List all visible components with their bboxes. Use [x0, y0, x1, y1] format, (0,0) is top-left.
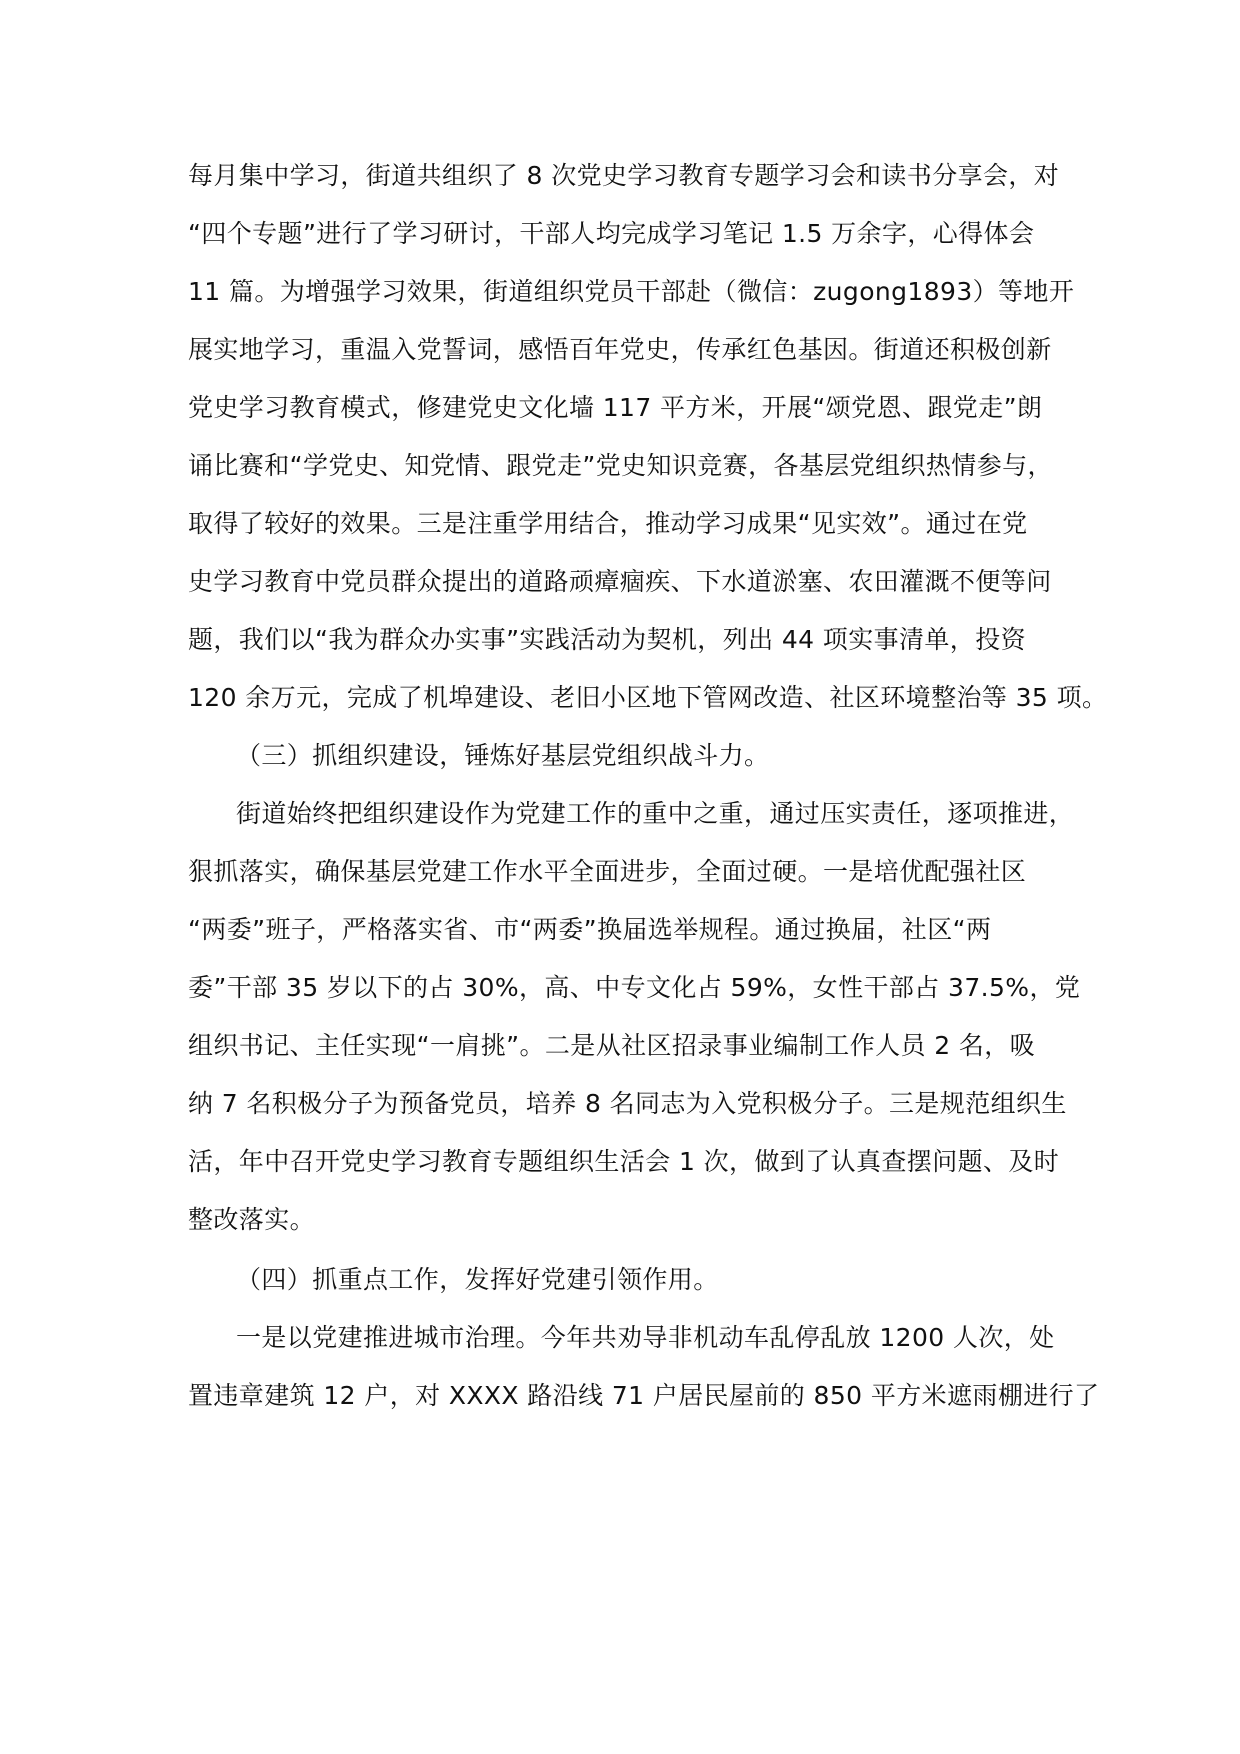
paragraph-line: 史学习教育中党员群众提出的道路顽瘴痼疾、下水道淤塞、农田灌溉不便等问 [188, 567, 1052, 596]
paragraph-line: 组织书记、主任实现“一肩挑”。二是从社区招录事业编制工作人员 2 名，吸 [188, 1031, 1036, 1060]
paragraph-line: 街道始终把组织建设作为党建工作的重中之重，通过压实责任，逐项推进， [236, 799, 1075, 828]
paragraph-line: 委”干部 35 岁以下的占 30%，高、中专文化占 59%，女性干部占 37.5%，党 [188, 973, 1081, 1002]
paragraph-line: 11 篇。为增强学习效果，街道组织党员干部赴（微信：zugong1893）等地开 [188, 277, 1075, 306]
paragraph-line: 活，年中召开党史学习教育专题组织生活会 1 次，做到了认真查摆问题、及时 [188, 1147, 1060, 1176]
paragraph-line: 120 余万元，完成了机埠建设、老旧小区地下管网改造、社区环境整治等 35 项。 [188, 683, 1108, 712]
paragraph-line: 展实地学习，重温入党誓词，感悟百年党史，传承红色基因。街道还积极创新 [188, 335, 1052, 364]
paragraph-line: 狠抓落实，确保基层党建工作水平全面进步，全面过硬。一是培优配强社区 [188, 857, 1027, 886]
paragraph-line: 取得了较好的效果。三是注重学用结合，推动学习成果“见实效”。通过在党 [188, 509, 1028, 538]
paragraph-line: 题，我们以“我为群众办实事”实践活动为契机，列出 44 项实事清单，投资 [188, 625, 1027, 654]
paragraph-line: 党史学习教育模式，修建党史文化墙 117 平方米，开展“颂党恩、跟党走”朗 [188, 393, 1043, 422]
paragraph-line: 一是以党建推进城市治理。今年共劝导非机动车乱停乱放 1200 人次，处 [236, 1323, 1055, 1352]
paragraph-line: 诵比赛和“学党史、知党情、跟党走”党史知识竞赛，各基层党组织热情参与， [188, 451, 1053, 480]
section-heading: （四）抓重点工作，发挥好党建引领作用。 [236, 1265, 719, 1294]
paragraph-line: “四个专题”进行了学习研讨，干部人均完成学习笔记 1.5 万余字，心得体会 [188, 219, 1035, 248]
section-heading: （三）抓组织建设，锤炼好基层党组织战斗力。 [236, 741, 770, 770]
paragraph-line: 整改落实。 [188, 1205, 316, 1234]
paragraph-line: 置违章建筑 12 户，对 XXXX 路沿线 71 户居民屋前的 850 平方米遮雨棚进行了 [188, 1381, 1100, 1410]
paragraph-line: “两委”班子，严格落实省、市“两委”换届选举规程。通过换届，社区“两 [188, 915, 992, 944]
paragraph-line: 每月集中学习，街道共组织了 8 次党史学习教育专题学习会和读书分享会，对 [188, 161, 1060, 190]
paragraph-line: 纳 7 名积极分子为预备党员，培养 8 名同志为入党积极分子。三是规范组织生 [188, 1089, 1067, 1118]
